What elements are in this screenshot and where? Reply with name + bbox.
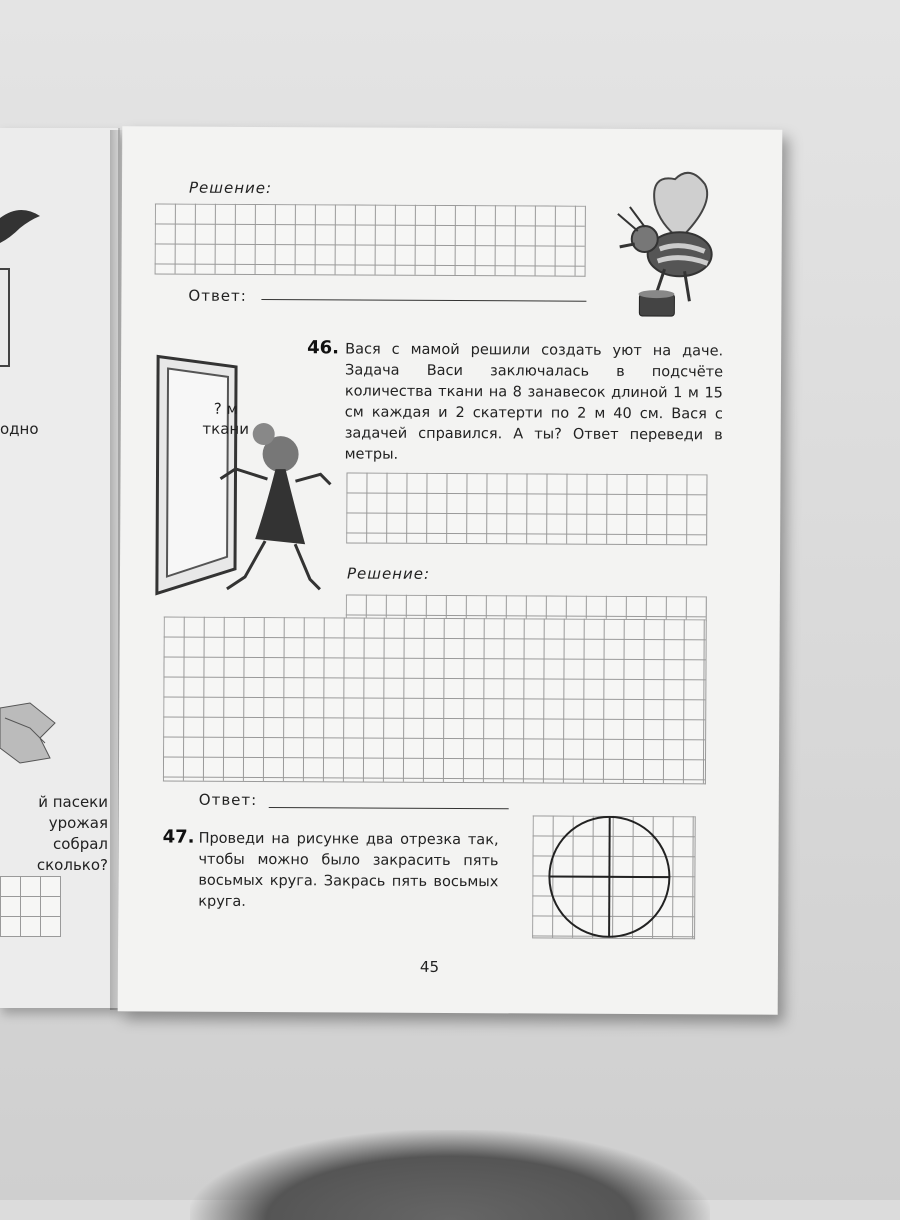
left-snippet-5: сколько? [36, 856, 108, 874]
left-grid [0, 876, 61, 937]
bird-drawing [0, 198, 50, 258]
left-box [0, 268, 10, 367]
left-page [0, 128, 120, 1008]
task47-circle[interactable] [532, 815, 695, 938]
left-snippet-1: одно [0, 420, 39, 438]
task46-number: 46. [307, 337, 340, 359]
woman-door-illustration [155, 348, 356, 609]
leaves-drawing [0, 698, 60, 768]
task45-answer-line[interactable] [261, 299, 586, 302]
workbook-page [118, 126, 783, 1014]
task46-text: Вася с мамой решили создать уют на даче. Задача Васи заключалась в подсчёте количества ткани на 8 занавесок длиной 1 м 15 см каждая и 2 скатерти по 2 м 40 см. Вася с задачей справился. А ты? Ответ переведи в метры. [344, 341, 724, 463]
task47-text: Проведи на рисунке два отрезка так, чтобы можно было закрасить пять восьмых круга. Закрась пять восьмых круга. [198, 830, 499, 910]
task46-data-grid[interactable] [346, 472, 707, 545]
task45-solution-label: Решение: [188, 178, 273, 198]
bee-illustration [609, 169, 730, 320]
task45-solution-grid[interactable] [155, 203, 586, 276]
task47-number: 47. [162, 826, 195, 848]
task46-answer-line[interactable] [269, 807, 509, 809]
door-label [191, 399, 261, 439]
task46-answer-label: Ответ: [198, 790, 258, 809]
page-number: 45 [419, 957, 440, 976]
door-label-line1: ? м [213, 399, 238, 418]
door-label-line2: ткани [202, 419, 250, 438]
task46-solution-grid[interactable] [163, 617, 707, 785]
left-snippet-4: собрал [53, 835, 108, 853]
left-snippet-2: й пасеки [38, 793, 108, 811]
task46-solution-label: Решение: [346, 564, 431, 583]
task45-answer-label: Ответ: [188, 286, 247, 305]
left-snippet-3: урожая [48, 814, 108, 832]
fabric-foreground [190, 1130, 710, 1220]
